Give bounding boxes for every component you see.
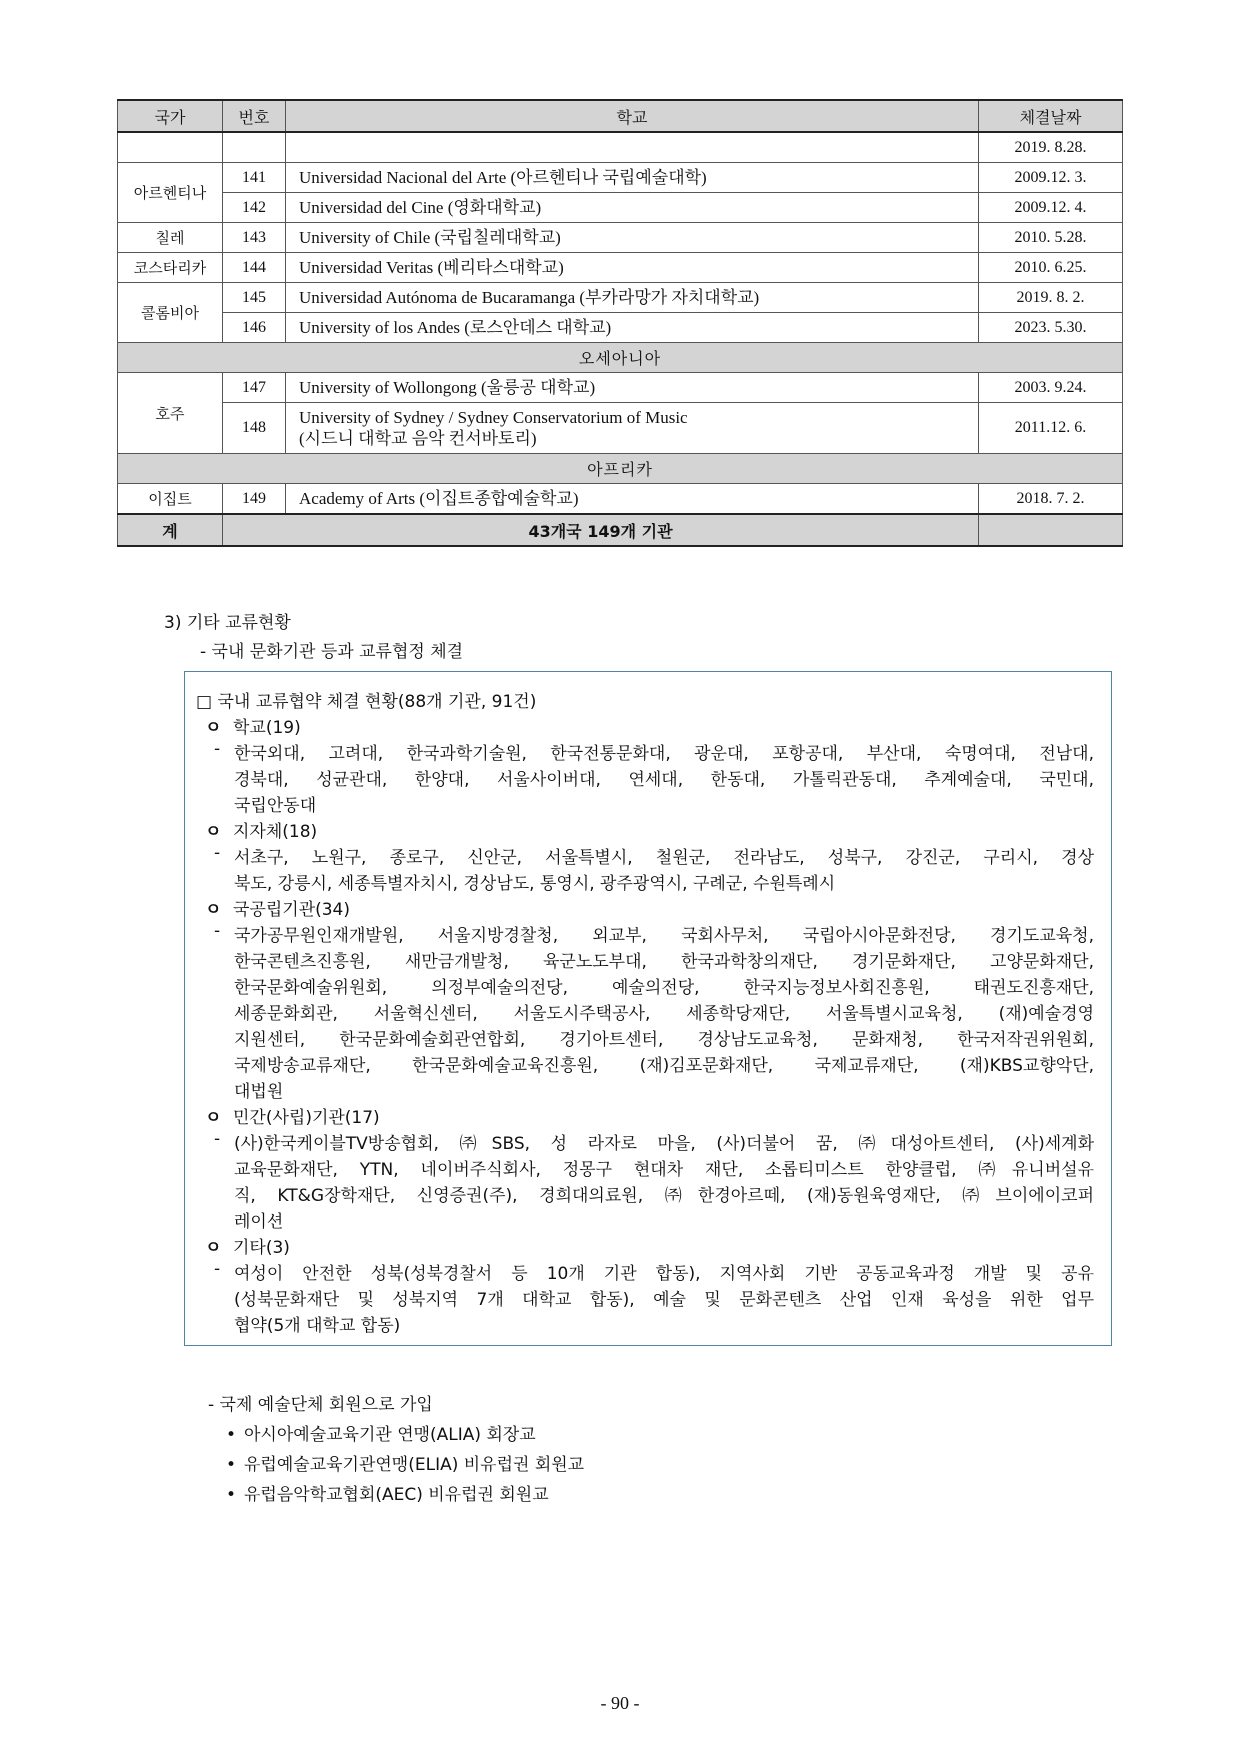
institution-table: [117, 99, 1123, 547]
section-title: 3) 기타 교류현황: [164, 613, 291, 633]
box-title: □ 국내 교류협약 체결 현황(88개 기관, 91건): [196, 692, 537, 712]
country-cell: 코스타리카: [118, 253, 223, 283]
dash-icon: -: [214, 1259, 221, 1279]
number-cell: 149: [223, 484, 286, 515]
school-cell: [286, 132, 979, 163]
date-cell: 2003. 9.24.: [979, 373, 1123, 403]
category-text-line: 북도, 강릉시, 세종특별자치시, 경상남도, 통영시, 광주광역시, 구례군, 수원특례시: [234, 874, 836, 894]
total-row: [118, 514, 1123, 546]
region-row-africa: [118, 454, 1123, 484]
section-subtitle: - 국내 문화기관 등과 교류협정 체결: [200, 642, 464, 662]
header-date: 체결날짜: [979, 100, 1123, 132]
list-item: [226, 1480, 549, 1505]
country-cell: 이집트: [118, 484, 223, 515]
category-text-line: 지원센터, 한국문화예술회관연합회, 경기아트센터, 경상남도교육청, 문화재청, 한국저작권위원회,: [234, 1030, 1094, 1050]
category-text-line: 국가공무원인재개발원, 서울지방경찰청, 외교부, 국회사무처, 국립아시아문화전당, 경기도교육청,: [234, 926, 1094, 946]
dash-icon: -: [214, 921, 221, 941]
table-row: [118, 373, 1123, 403]
circle-bullet-icon: ㅇ: [205, 718, 222, 738]
number-cell: 143: [223, 223, 286, 253]
dash-icon: -: [214, 843, 221, 863]
dash-icon: -: [214, 739, 221, 759]
country-cell: [118, 132, 223, 163]
number-cell: 146: [223, 313, 286, 343]
category-text-line: 레이션: [234, 1212, 284, 1232]
circle-bullet-icon: ㅇ: [205, 900, 222, 920]
date-cell: 2009.12. 3.: [979, 163, 1123, 193]
category-text-line: 국제방송교류재단, 한국문화예술교육진흥원, (재)김포문화재단, 국제교류재단, (재)KBS교향악단,: [234, 1056, 1094, 1076]
list-item: [226, 1450, 584, 1475]
page-number: - 90 -: [600, 1693, 640, 1713]
category-text-line: 서초구, 노원구, 종로구, 신안군, 서울특별시, 철원군, 전라남도, 성북구, 강진군, 구리시, 경상: [234, 848, 1094, 868]
category-label: 학교(19): [233, 718, 301, 738]
dash-icon: -: [214, 1129, 221, 1149]
country-cell: 호주: [118, 373, 223, 454]
category-other: [205, 1233, 290, 1258]
school-cell: University of Wollongong (울릉공 대학교): [286, 373, 979, 403]
table-row: [118, 223, 1123, 253]
category-label: 민간(사립)기관(17): [233, 1108, 380, 1128]
number-cell: 145: [223, 283, 286, 313]
date-cell: 2010. 6.25.: [979, 253, 1123, 283]
category-text-line: 한국외대, 고려대, 한국과학기술원, 한국전통문화대, 광운대, 포항공대, 부산대, 숙명여대, 전남대,: [234, 744, 1094, 764]
table-row: [118, 484, 1123, 515]
region-label: 오세아니아: [118, 343, 1123, 373]
category-text-line: 직, KT&G장학재단, 신영증권(주), 경희대의료원, ㈜한경아르떼, (재)동원육영재단, ㈜브이에이코퍼: [234, 1186, 1094, 1206]
header-school: 학교: [286, 100, 979, 132]
number-cell: [223, 132, 286, 163]
bullet-icon: •: [226, 1485, 237, 1505]
category-text-line: 세종문화회관, 서울혁신센터, 서울도시주택공사, 세종학당재단, 서울특별시교육청, (재)예술경영: [234, 1004, 1094, 1024]
table-row: [118, 253, 1123, 283]
total-label: 계: [118, 514, 223, 546]
school-line: (시드니 대학교 음악 컨서바토리): [299, 429, 537, 448]
total-value: 43개국 149개 기관: [223, 514, 979, 546]
intl-title: - 국제 예술단체 회원으로 가입: [208, 1395, 433, 1415]
number-cell: 147: [223, 373, 286, 403]
header-country: 국가: [118, 100, 223, 132]
country-cell: 콜롬비아: [118, 283, 223, 343]
table-row: [118, 163, 1123, 193]
table-row: [118, 132, 1123, 163]
number-cell: 141: [223, 163, 286, 193]
date-cell: 2011.12. 6.: [979, 403, 1123, 454]
list-item-text: 아시아예술교육기관 연맹(ALIA) 회장교: [244, 1425, 536, 1445]
bullet-icon: •: [226, 1455, 237, 1475]
date-cell: 2019. 8.28.: [979, 132, 1123, 163]
table-row: [118, 403, 1123, 454]
total-empty-cell: [979, 514, 1123, 546]
school-cell: Universidad Nacional del Arte (아르헨티나 국립예술대학): [286, 163, 979, 193]
circle-bullet-icon: ㅇ: [205, 1238, 222, 1258]
list-item: [226, 1420, 536, 1445]
category-text-line: 여성이 안전한 성북(성북경찰서 등 10개 기관 합동), 지역사회 기반 공동교육과정 개발 및 공유: [234, 1264, 1094, 1284]
category-text-line: 경북대, 성균관대, 한양대, 서울사이버대, 연세대, 한동대, 가톨릭관동대, 추계예술대, 국민대,: [234, 770, 1094, 790]
number-cell: 148: [223, 403, 286, 454]
table-row: [118, 193, 1123, 223]
school-cell: University of Chile (국립칠레대학교): [286, 223, 979, 253]
school-line: University of Sydney / Sydney Conservatorium of Music: [299, 408, 688, 427]
school-cell: Academy of Arts (이집트종합예술학교): [286, 484, 979, 515]
date-cell: 2018. 7. 2.: [979, 484, 1123, 515]
date-cell: 2010. 5.28.: [979, 223, 1123, 253]
table-row: [118, 283, 1123, 313]
category-text-line: (성북문화재단 및 성북지역 7개 대학교 합동), 예술 및 문화콘텐츠 산업 인재 육성을 위한 업무: [234, 1290, 1094, 1310]
school-cell: Universidad del Cine (영화대학교): [286, 193, 979, 223]
date-cell: 2023. 5.30.: [979, 313, 1123, 343]
category-text-line: 국립안동대: [234, 796, 317, 816]
category-text-line: 한국문화예술위원회, 의정부예술의전당, 예술의전당, 한국지능정보사회진흥원, 태권도진흥재단,: [234, 978, 1094, 998]
category-label: 기타(3): [233, 1238, 290, 1258]
table-row: [118, 313, 1123, 343]
region-label: 아프리카: [118, 454, 1123, 484]
region-row-oceania: [118, 343, 1123, 373]
category-text-line: 교육문화재단, YTN, 네이버주식회사, 정몽구 현대차 재단, 소롭티미스트 한양클럽, ㈜유니버설유: [234, 1160, 1094, 1180]
school-cell: Universidad Autónoma de Bucaramanga (부카라망가 자치대학교): [286, 283, 979, 313]
number-cell: 142: [223, 193, 286, 223]
category-text-line: 협약(5개 대학교 합동): [234, 1316, 401, 1336]
agreement-box: [184, 671, 1112, 1346]
school-cell: University of los Andes (로스안데스 대학교): [286, 313, 979, 343]
country-cell: 칠레: [118, 223, 223, 253]
category-label: 지자체(18): [233, 822, 318, 842]
table-header-row: [118, 100, 1123, 132]
header-number: 번호: [223, 100, 286, 132]
category-text-line: 대법원: [234, 1082, 284, 1102]
category-private-institutions: [205, 1103, 380, 1128]
country-cell: 아르헨티나: [118, 163, 223, 223]
date-cell: 2019. 8. 2.: [979, 283, 1123, 313]
category-text-line: 한국콘텐츠진흥원, 새만금개발청, 육군노도부대, 한국과학창의재단, 경기문화재단, 고양문화재단,: [234, 952, 1094, 972]
number-cell: 144: [223, 253, 286, 283]
category-text-line: (사)한국케이블TV방송협회, ㈜SBS, 성 라자로 마을, (사)더불어 꿈, ㈜대성아트센터, (사)세계화: [234, 1134, 1094, 1154]
date-cell: 2009.12. 4.: [979, 193, 1123, 223]
bullet-icon: •: [226, 1425, 237, 1445]
school-cell: Universidad Veritas (베리타스대학교): [286, 253, 979, 283]
circle-bullet-icon: ㅇ: [205, 1108, 222, 1128]
category-local-gov: [205, 817, 317, 842]
school-cell: [286, 403, 979, 454]
list-item-text: 유럽예술교육기관연맹(ELIA) 비유럽권 회원교: [244, 1455, 585, 1475]
category-label: 국공립기관(34): [233, 900, 351, 920]
circle-bullet-icon: ㅇ: [205, 822, 222, 842]
list-item-text: 유럽음악학교협회(AEC) 비유럽권 회원교: [244, 1485, 549, 1505]
category-school: [205, 713, 301, 738]
category-public-institutions: [205, 895, 350, 920]
